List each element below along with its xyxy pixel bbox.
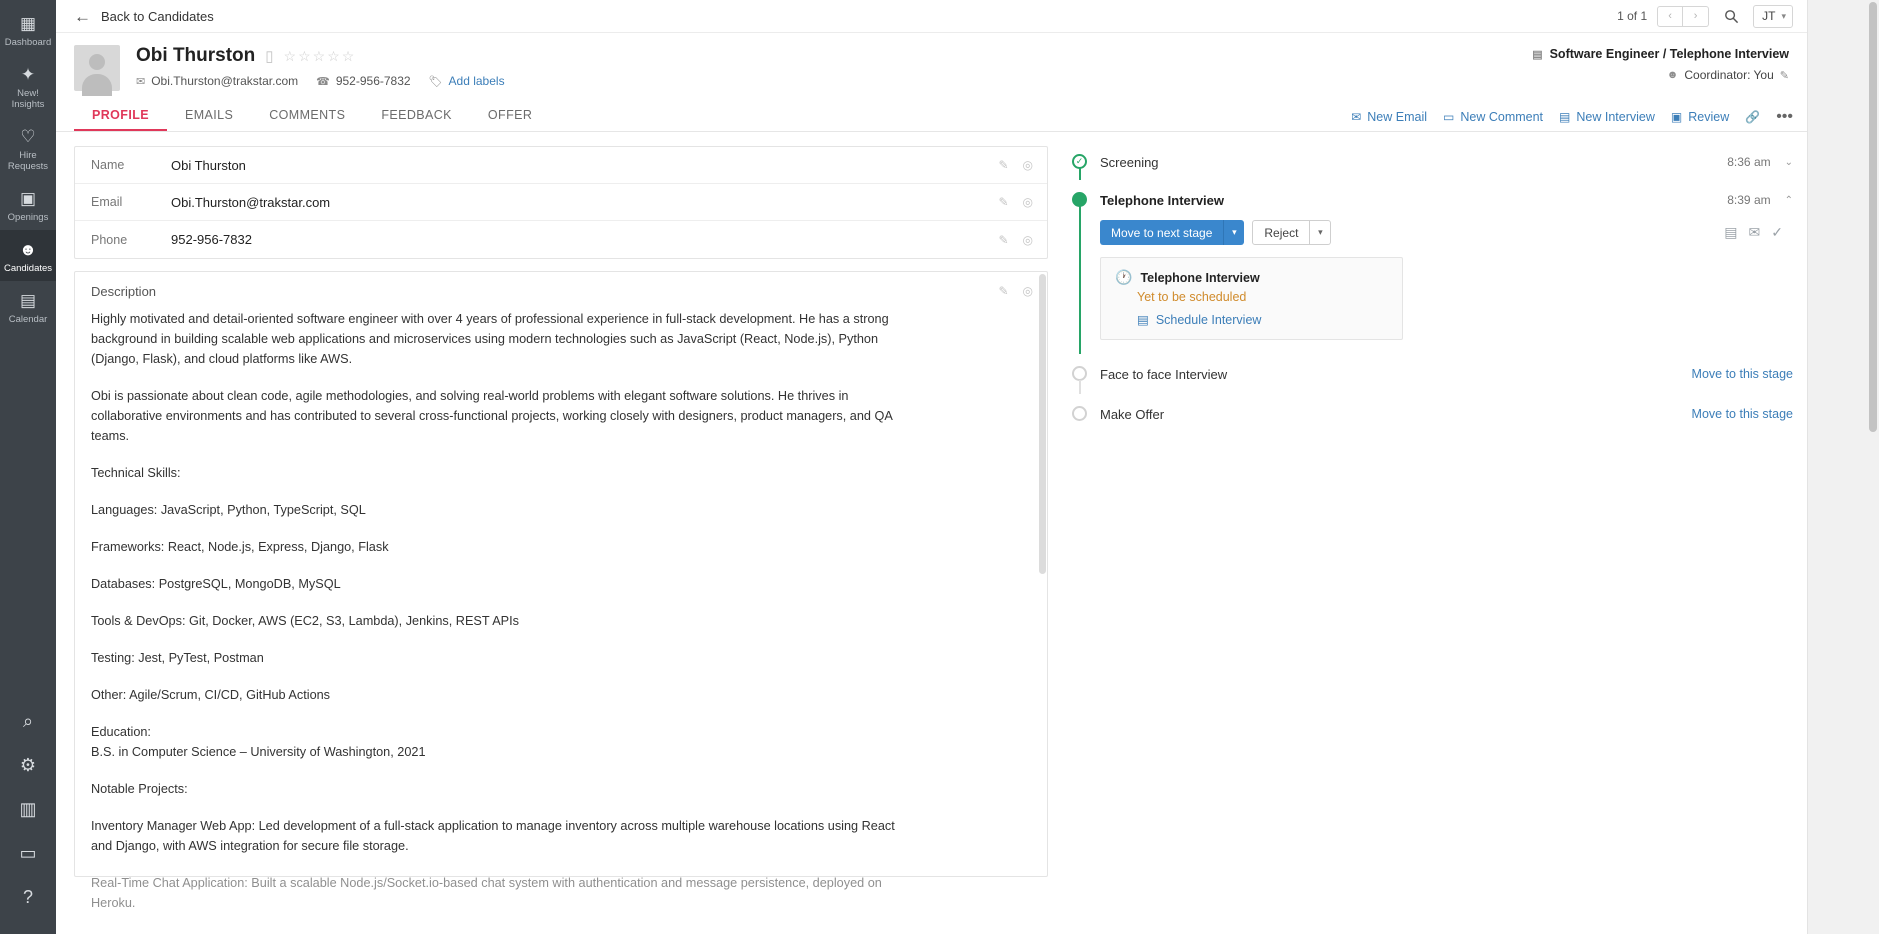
move-next-split-button xyxy=(1100,220,1244,245)
visibility-icon[interactable]: ◎ xyxy=(1022,158,1033,172)
briefcase-icon: ▣ xyxy=(19,189,37,208)
next-candidate-button[interactable]: › xyxy=(1683,6,1709,27)
sidebar-item-calendar[interactable] xyxy=(0,281,56,332)
chevron-down-icon[interactable]: ⌄ xyxy=(1784,156,1793,168)
description-paragraph: Testing: Jest, PyTest, Postman xyxy=(91,651,264,665)
rail-bottom-group xyxy=(0,700,56,934)
phone-chunk[interactable] xyxy=(316,74,410,88)
projects-label: Notable Projects: xyxy=(91,782,188,796)
stage-time: 8:39 am xyxy=(1727,193,1771,207)
schedule-interview-label: Schedule Interview xyxy=(1155,312,1262,327)
tag-icon: 🏷 xyxy=(428,75,443,88)
tab-emails[interactable]: EMAILS xyxy=(184,108,234,122)
back-to-candidates-button[interactable] xyxy=(74,8,214,25)
new-email-button[interactable] xyxy=(1351,110,1427,124)
pipeline-column xyxy=(1048,146,1793,932)
rail-search-button[interactable] xyxy=(0,700,56,744)
field-email xyxy=(75,184,1047,221)
star-icon[interactable]: ☆ xyxy=(312,47,326,64)
stage-screening xyxy=(1072,148,1793,176)
tab-offer[interactable]: OFFER xyxy=(487,108,533,122)
stage-status-icon-pending xyxy=(1072,406,1087,421)
rating-stars[interactable] xyxy=(284,48,355,65)
body xyxy=(56,132,1807,932)
description-body xyxy=(91,309,1031,913)
description-panel xyxy=(74,271,1048,910)
sidebar-item-label-new: New! xyxy=(17,88,39,99)
review-button[interactable] xyxy=(1671,110,1729,124)
stage-action-row xyxy=(1100,220,1793,245)
field-value: Obi.Thurston@trakstar.com xyxy=(171,194,331,210)
sidebar-item-label: Openings xyxy=(7,212,49,223)
field-tools xyxy=(998,158,1033,172)
scrollbar-thumb[interactable] xyxy=(1869,2,1877,432)
reject-split-button xyxy=(1252,220,1331,245)
description-tools xyxy=(998,284,1033,298)
interview-title: Telephone Interview xyxy=(1140,270,1260,285)
notes-icon[interactable]: ▤ xyxy=(1724,224,1738,240)
edit-icon[interactable]: ✎ xyxy=(998,284,1009,298)
sidebar-item-label-sub: Requests xyxy=(7,161,49,172)
name-row xyxy=(136,45,1532,67)
dashboard-icon: ▦ xyxy=(19,14,37,33)
candidate-card xyxy=(56,0,1808,934)
add-labels-label: Add labels xyxy=(448,74,505,88)
description-paragraph: Tools & DevOps: Git, Docker, AWS (EC2, S3, Lambda), Jenkins, REST APIs xyxy=(91,614,520,628)
stage-body xyxy=(1100,214,1793,354)
top-bar xyxy=(56,0,1807,33)
review-icon: ▣ xyxy=(1670,110,1683,124)
sidebar-item-label: Calendar xyxy=(8,314,48,325)
approve-icon[interactable]: ✓ xyxy=(1771,224,1783,240)
avatar xyxy=(74,45,120,91)
stage-time: 8:36 am xyxy=(1727,155,1771,169)
scrollbar-thumb[interactable] xyxy=(1039,274,1046,574)
field-label: Email xyxy=(91,195,123,209)
stage-header[interactable] xyxy=(1100,186,1793,214)
page-title: Obi Thurston xyxy=(136,45,256,66)
page-scrollbar[interactable] xyxy=(1866,0,1879,934)
reject-button[interactable]: Reject xyxy=(1252,220,1310,245)
move-to-this-stage-button[interactable]: Move to this stage xyxy=(1691,367,1793,381)
field-name xyxy=(75,147,1047,184)
profile-fields xyxy=(74,146,1048,259)
stage-pipeline xyxy=(1072,148,1793,428)
candidate-header xyxy=(56,33,1807,91)
rail-help-button[interactable] xyxy=(0,876,56,920)
description-scrollbar[interactable] xyxy=(1039,274,1046,874)
description-paragraph: Languages: JavaScript, Python, TypeScript, SQL xyxy=(91,503,366,517)
sidebar-item-hire-requests[interactable] xyxy=(0,117,56,179)
rail-reports-button[interactable] xyxy=(0,788,56,832)
schedule-interview-button[interactable] xyxy=(1137,312,1388,327)
interview-card xyxy=(1100,257,1403,340)
stage-telephone-interview xyxy=(1072,176,1793,354)
new-interview-button[interactable] xyxy=(1559,110,1655,124)
visibility-icon[interactable]: ◎ xyxy=(1022,232,1033,247)
stage-connector xyxy=(1079,206,1081,354)
stage-status-icon-current xyxy=(1072,192,1087,207)
email-icon[interactable]: ✉ xyxy=(1748,224,1761,240)
sidebar-item-label: Dashboard xyxy=(4,37,52,48)
gear-icon: ⚙ xyxy=(19,755,37,775)
calendar-icon: ▤ xyxy=(19,291,37,310)
stage-title: Telephone Interview xyxy=(1100,192,1225,208)
field-label: Phone xyxy=(91,232,128,247)
person-icon: ☻ xyxy=(1666,69,1679,81)
description-paragraph: Databases: PostgreSQL, MongoDB, MySQL xyxy=(91,577,341,591)
left-nav-rail xyxy=(0,0,56,934)
sidebar-item-label: Hire xyxy=(19,150,37,161)
field-phone xyxy=(75,221,1047,258)
job-line[interactable] xyxy=(1532,47,1789,61)
search-icon: ⌕ xyxy=(22,711,34,731)
sidebar-item-candidates[interactable] xyxy=(0,230,56,281)
envelope-icon: ✉ xyxy=(1351,110,1362,124)
field-tools xyxy=(998,195,1033,209)
arrow-left-icon: ← xyxy=(74,6,91,26)
new-email-label: New Email xyxy=(1367,110,1428,124)
person-circle-icon: ☻ xyxy=(19,240,37,259)
calendar-icon: ▤ xyxy=(1559,110,1571,124)
job-title: Software Engineer / Telephone Interview xyxy=(1549,47,1789,61)
rail-settings-button[interactable] xyxy=(0,744,56,788)
phone-icon: ☎ xyxy=(316,75,330,88)
stage-title: Screening xyxy=(1100,154,1159,170)
sidebar-item-openings[interactable] xyxy=(0,179,56,230)
stage-make-offer xyxy=(1072,388,1793,428)
briefcase-icon: ▭ xyxy=(19,843,37,863)
more-actions-button[interactable]: ••• xyxy=(1776,108,1793,125)
description-paragraph: Other: Agile/Scrum, CI/CD, GitHub Actions xyxy=(91,688,331,702)
email-chunk[interactable] xyxy=(136,74,298,88)
comment-icon: ▭ xyxy=(1443,110,1455,124)
search-icon[interactable] xyxy=(1719,4,1743,28)
move-to-this-stage-button[interactable]: Move to this stage xyxy=(1691,407,1793,421)
briefcase-icon: ▤ xyxy=(1532,48,1543,61)
rail-toolbox-button[interactable] xyxy=(0,832,56,876)
prev-candidate-button[interactable]: ‹ xyxy=(1657,6,1683,27)
profile-column xyxy=(70,146,1048,932)
tab-feedback[interactable]: FEEDBACK xyxy=(381,108,452,122)
tab-bar xyxy=(56,101,1807,132)
description-paragraph: Highly motivated and detail-oriented software engineer with over 4 years of professional experience in full-stack development. He has a strong background in building scalable web applications and microservices using modern technologies such as JavaScript (React, Node.js), Python (Django, Flask), and cloud platforms like AWS. xyxy=(91,312,889,366)
envelope-icon: ✉ xyxy=(136,75,146,88)
star-icon[interactable]: ☆ xyxy=(283,47,297,64)
calendar-icon: ▤ xyxy=(1137,313,1149,327)
stage-status-icon-done: ✓ xyxy=(1072,154,1087,169)
edit-icon[interactable]: ✎ xyxy=(998,232,1009,247)
description-paragraph: Obi is passionate about clean code, agile methodologies, and solving real-world problems with elegant software solutions. He thrives in collaborative environments and has contributed to several cross-functional projects, working closely with designers, product managers, and QA teams. xyxy=(91,389,893,443)
question-icon: ? xyxy=(22,887,33,907)
stage-title: Face to face Interview xyxy=(1100,366,1228,382)
search-glyph xyxy=(1724,9,1739,24)
stage-header xyxy=(1100,360,1793,388)
coordinator-line xyxy=(1532,68,1789,82)
sidebar-item-label: Candidates xyxy=(3,263,53,274)
stage-header[interactable] xyxy=(1100,148,1793,176)
star-icon[interactable]: ☆ xyxy=(327,47,340,64)
back-label: Back to Candidates xyxy=(101,8,214,24)
visibility-icon[interactable]: ◎ xyxy=(1022,284,1033,298)
new-interview-label: New Interview xyxy=(1576,110,1655,124)
stage-header xyxy=(1100,400,1793,428)
coordinator-label: Coordinator: You xyxy=(1684,68,1774,82)
reject-caret-button[interactable]: ▾ xyxy=(1310,220,1331,245)
clipboard-icon: ♡ xyxy=(20,127,36,146)
move-to-next-stage-button[interactable]: Move to next stage xyxy=(1100,220,1223,245)
stage-status-icon-pending xyxy=(1072,366,1087,381)
add-labels-button[interactable] xyxy=(429,74,505,88)
candidate-email: Obi.Thurston@trakstar.com xyxy=(151,74,299,88)
candidate-header-right xyxy=(1532,45,1789,91)
new-comment-label: New Comment xyxy=(1460,110,1544,124)
clock-icon: 🕐 xyxy=(1115,269,1133,285)
page-area xyxy=(56,0,1879,934)
project-item: Real-Time Chat Application: Built a scalable Node.js/Socket.io-based chat system with authentication and message persistence, deployed on Heroku. xyxy=(91,876,882,910)
edit-icon[interactable]: ✎ xyxy=(998,158,1009,172)
description-paragraph: Technical Skills: xyxy=(91,466,181,480)
top-bar-right xyxy=(1617,4,1793,28)
education-label: Education: xyxy=(91,725,151,739)
field-label: Name xyxy=(91,158,125,172)
field-tools xyxy=(998,233,1033,247)
bar-chart-icon: ▥ xyxy=(19,799,37,819)
chevron-down-icon: ▾ xyxy=(1781,10,1786,21)
stage-face-to-face-interview xyxy=(1072,354,1793,388)
copy-link-button[interactable] xyxy=(1745,110,1760,124)
sidebar-item-label: Insights xyxy=(11,99,45,110)
edit-icon[interactable]: ✎ xyxy=(998,195,1009,209)
tab-profile[interactable]: PROFILE xyxy=(74,108,167,131)
user-menu[interactable] xyxy=(1753,5,1793,28)
interview-status: Yet to be scheduled xyxy=(1137,290,1247,304)
stage-title: Make Offer xyxy=(1100,406,1165,422)
sparkle-icon: ✦ xyxy=(20,65,36,84)
flag-icon[interactable]: ▯ xyxy=(265,48,274,65)
review-label: Review xyxy=(1688,110,1730,124)
pager-count: 1 of 1 xyxy=(1617,9,1648,23)
contact-row xyxy=(136,74,1532,88)
description-title: Description xyxy=(91,284,157,299)
description-paragraph: Frameworks: React, Node.js, Express, Django, Flask xyxy=(91,540,389,554)
edit-coordinator-icon[interactable]: ✎ xyxy=(1779,69,1789,82)
visibility-icon[interactable]: ◎ xyxy=(1022,195,1033,209)
field-value: Obi Thurston xyxy=(171,157,246,173)
sidebar-item-dashboard[interactable] xyxy=(0,4,56,55)
tab-comments[interactable]: COMMENTS xyxy=(269,108,346,122)
education-value: B.S. in Computer Science – University of Washington, 2021 xyxy=(91,745,426,759)
sidebar-item-insights[interactable] xyxy=(0,55,56,117)
user-initials: JT xyxy=(1762,9,1776,23)
action-bar xyxy=(1351,110,1793,131)
pager-buttons xyxy=(1657,6,1709,27)
project-item: Inventory Manager Web App: Led development of a full-stack application to manage inventory across multiple warehouse locations using React and Django, with AWS integration for secure file storage. xyxy=(91,819,895,853)
interview-card-header xyxy=(1115,269,1388,286)
candidate-phone: 952-956-7832 xyxy=(335,74,411,88)
candidate-header-main xyxy=(136,45,1532,91)
tabs xyxy=(74,108,550,131)
chevron-up-icon[interactable]: ⌃ xyxy=(1784,194,1793,206)
link-icon: 🔗 xyxy=(1745,110,1761,124)
move-next-caret-button[interactable]: ▾ xyxy=(1223,220,1244,245)
star-icon[interactable]: ☆ xyxy=(341,47,355,64)
stage-icon-group xyxy=(1724,224,1793,241)
field-value: 952-956-7832 xyxy=(171,232,252,247)
star-icon[interactable]: ☆ xyxy=(298,47,311,64)
new-comment-button[interactable] xyxy=(1443,110,1543,124)
